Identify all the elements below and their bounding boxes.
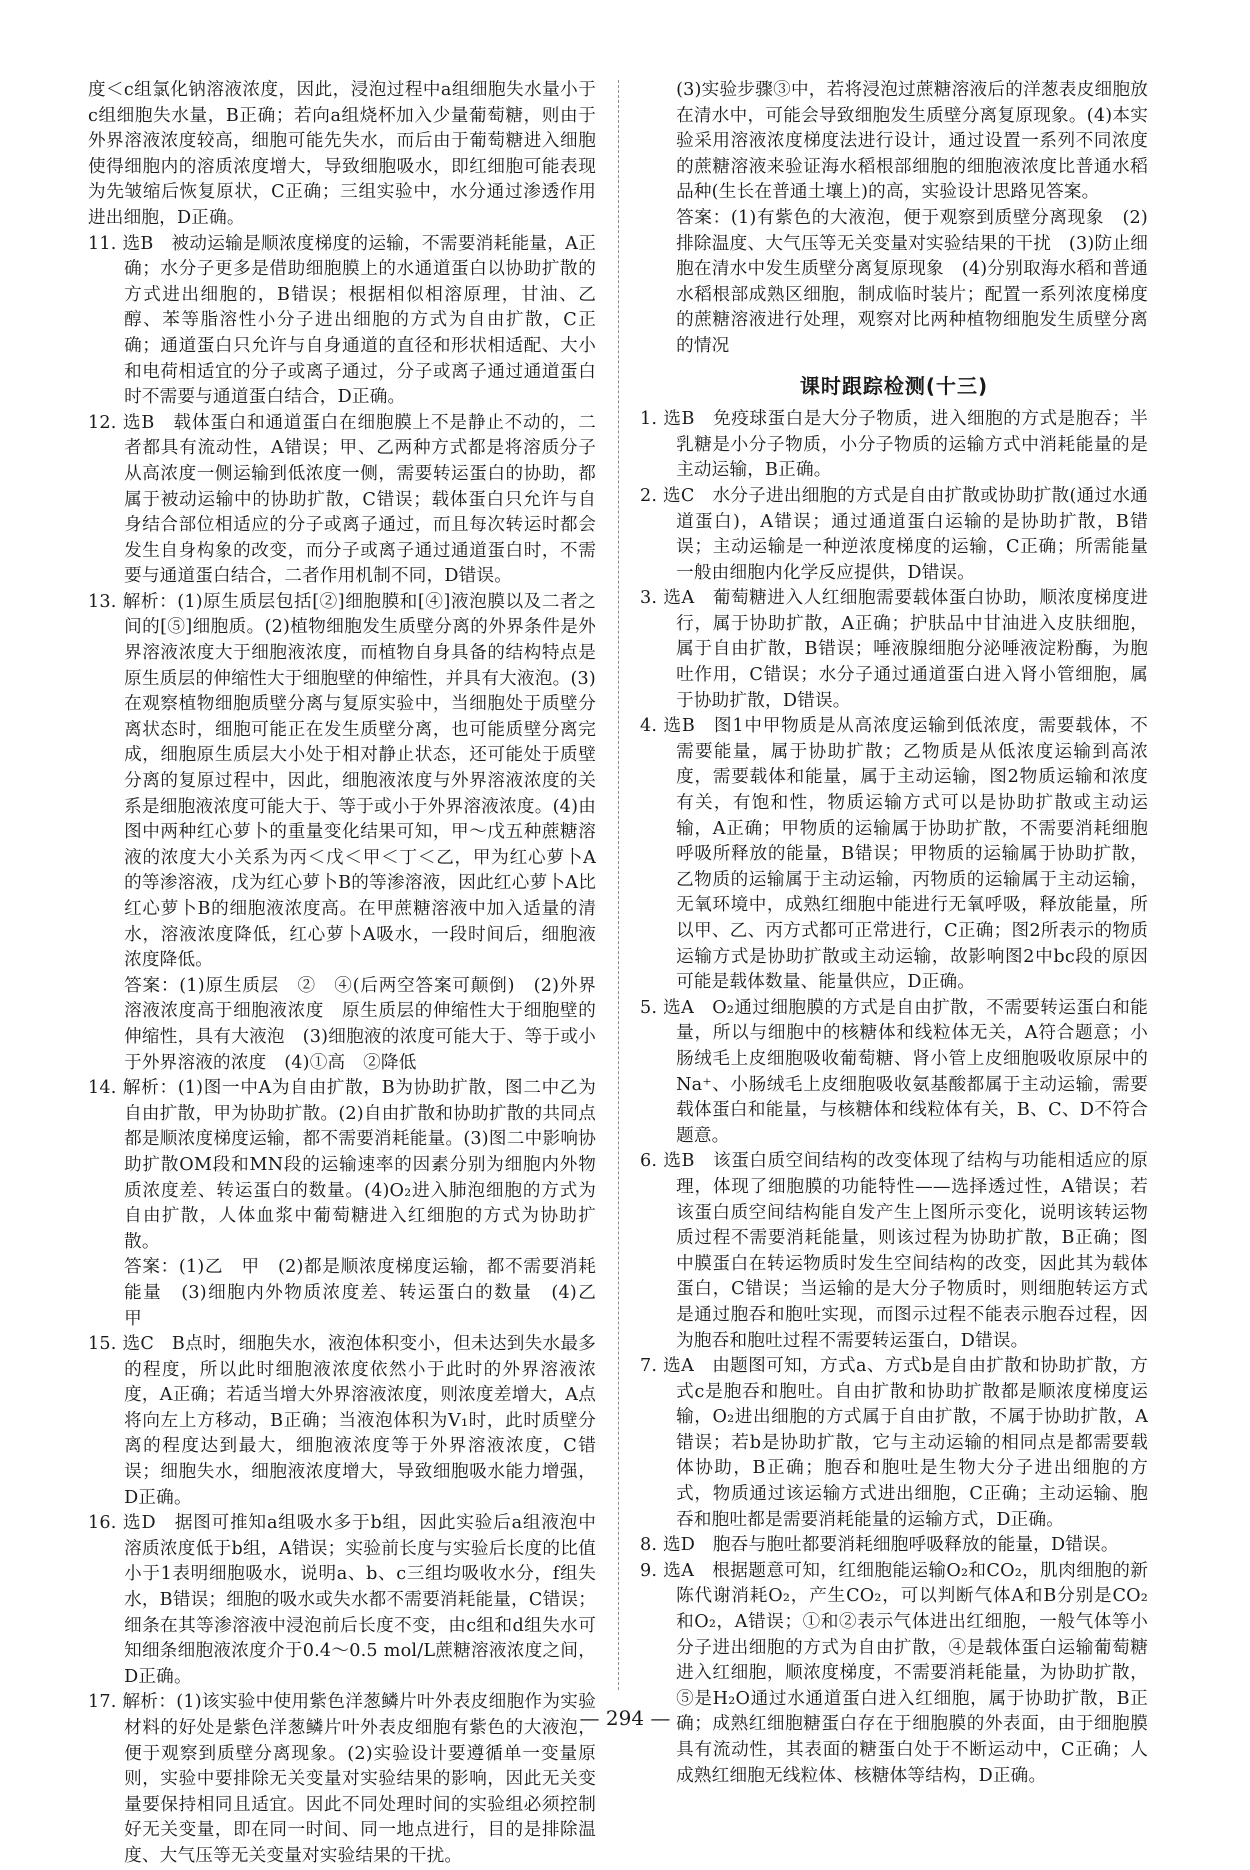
column-divider — [618, 80, 619, 1690]
left-column — [88, 78, 614, 1870]
answer-item-3: 3. 选A 葡萄糖进入人红细胞需要载体蛋白协助，顺浓度梯度进行，属于协助扩散，A正确；护肤品中甘油进入皮肤细胞，属于自由扩散，B错误；唾液腺细胞分泌唾液淀粉酶，为胞吐作用，C错误；水分子通过通道蛋白进入肾小管细胞，属于协助扩散，D错误。 — [640, 588, 1148, 711]
answer-item-9: 9. 选A 根据题意可知，红细胞能运输O₂和CO₂，肌肉细胞的新陈代谢消耗O₂，产生CO₂，可以判断气体A和B分别是CO₂和O₂，A错误；①和②表示气体进出红细胞，一般气体等小分子进出细胞的方式为自由扩散，④是载体蛋白运输葡萄糖进入红细胞，顺浓度梯度，不需要消耗能量，为协助扩散，⑤是H₂O通过水通道蛋白进入红细胞，属于协助扩散，B正确；成熟红细胞糖蛋白存在于细胞膜的外表面，由于细胞膜具有流动性，其表面的糖蛋白处于不断运动中，C正确；人成熟红细胞无线粒体、核糖体等结构，D正确。 — [640, 1560, 1148, 1786]
page-number: — 294 — — [579, 1706, 671, 1730]
answer-item-13: 13. 解析：(1)原生质层包括[②]细胞膜和[④]液泡膜以及二者之间的[⑤]细胞质。(2)植物细胞发生质壁分离的外界条件是外界溶液浓度大于细胞液浓度，而植物自身具备的结构特点是原生质层的伸缩性大于细胞壁的伸缩性，并具有大液泡。(3)在观察植物细胞质壁分离与复原实验中，当细胞处于质壁分离状态时，细胞可能正在发生质壁分离，也可能质壁分离完成，细胞原生质层大小处于相对静止状态，还可能处于质壁分离的复原过程中，因此，细胞液浓度与外界溶液浓度的关系是细胞液浓度可能大于、等于或小于外界溶液浓度。(4)由图中两种红心萝卜的重量变化结果可知，甲～戊五种蔗糖溶液的浓度大小关系为丙＜戊＜甲＜丁＜乙，甲为红心萝卜A的等渗溶液，戊为红心萝卜B的等渗溶液，因此红心萝卜A比红心萝卜B的细胞液浓度高。在甲蔗糖溶液中加入适量的清水，溶液浓度降低，红心萝卜A吸水，一段时间后，细胞液浓度降低。 — [88, 591, 596, 971]
answer-item-2: 2. 选C 水分子进出细胞的方式是自由扩散或协助扩散(通过水通道蛋白)，A错误；通过通道蛋白运输的是协助扩散，B错误；主动运输是一种逆浓度梯度的运输，C正确；所需能量一般由细胞内化学反应提供，D错误。 — [640, 485, 1148, 583]
answer-item-14: 14. 解析：(1)图一中A为自由扩散，B为协助扩散，图二中乙为自由扩散，甲为协助扩散。(2)自由扩散和协助扩散的共同点都是顺浓度梯度运输，都不需要消耗能量。(3)图二中影响协助扩散OM段和MN段的运输速率的因素分别为细胞内外物质浓度差、转运蛋白的数量。(4)O₂进入肺泡细胞的方式为自由扩散，人体血浆中葡萄糖进入红细胞的方式为协助扩散。 — [88, 1078, 596, 1252]
right-column — [640, 78, 1148, 1789]
answer-item-4: 4. 选B 图1中甲物质是从高浓度运输到低浓度，需要载体，不需要能量，属于协助扩散；乙物质是从低浓度运输到高浓度，需要载体和能量，属于主动运输，图2物质运输和浓度有关，有饱和性，物质运输方式可以是协助扩散或主动运输，A正确；甲物质的运输属于协助扩散，不需要消耗细胞呼吸所释放的能量，B错误；甲物质的运输属于协助扩散，乙物质的运输属于主动运输，丙物质的运输属于主动运输，无氧环境中，成熟红细胞中能进行无氧呼吸，释放能量，所以甲、乙、丙方式都可正常进行，C正确；图2所表示的物质运输方式是协助扩散或主动运输，故影响图2中bc段的原因可能是载体数量、能量供应，D正确。 — [640, 716, 1148, 993]
item-17-answer: 答案：(1)有紫色的大液泡，便于观察到质壁分离现象 (2)排除温度、大气压等无关变量对实验结果的干扰 (3)防止细胞在清水中发生质壁分离复原现象 (4)分别取海水稻和普通水稻根部成熟区细胞，制成临时装片；配置一系列浓度梯度的蔗糖溶液进行处理，观察对比两种植物细胞发生质壁分离的情况 — [676, 207, 1148, 356]
left-intro-text: 度＜c组氯化钠溶液浓度，因此，浸泡过程中a组细胞失水量小于c组细胞失水量，B正确；若向a组烧杯加入少量葡萄糖，则由于外界溶液浓度较高，细胞可能先失水，而后由于葡萄糖进入细胞使得细胞内的溶质浓度增大，导致细胞吸水，即红细胞可能表现为先皱缩后恢复原状，C正确；三组实验中，水分通过渗透作用进出细胞，D正确。 — [88, 80, 596, 228]
answer-item-5: 5. 选A O₂通过细胞膜的方式是自由扩散，不需要转运蛋白和能量，所以与细胞中的核糖体和线粒体无关，A符合题意；小肠绒毛上皮细胞吸收葡萄糖、肾小管上皮细胞吸收原尿中的Na⁺、小肠绒毛上皮细胞吸收氨基酸都属于主动运输，需要载体蛋白和能量，与核糖体和线粒体有关，B、C、D不符合题意。 — [640, 997, 1148, 1146]
answer-item-16: 16. 选D 据图可推知a组吸水多于b组，因此实验后a组液泡中溶质浓度低于b组，A错误；实验前长度与实验后长度的比值小于1表明细胞吸水，说明a、b、c三组均吸收水分，f组失水，B错误；细胞的吸水或失水都不需要消耗能量，C错误；细条在其等渗溶液中浸泡前后长度不变，由c组和d组失水可知细条细胞液浓度介于0.4～0.5 mol/L蔗糖溶液浓度之间，D正确。 — [88, 1513, 596, 1687]
answer-item-14-answer: 答案：(1)乙 甲 (2)都是顺浓度梯度运输，都不需要消耗能量 (3)细胞内外物质浓度差、转运蛋白的数量 (4)乙 甲 — [124, 1257, 614, 1329]
answer-item-8: 8. 选D 胞吞与胞吐都要消耗细胞呼吸释放的能量，D错误。 — [640, 1535, 1119, 1556]
answer-item-17: 17. 解析：(1)该实验中使用紫色洋葱鳞片叶外表皮细胞作为实验材料的好处是紫色洋葱鳞片叶外表皮细胞有紫色的大液泡，便于观察到质壁分离现象。(2)实验设计要遵循单一变量原则，实验中要排除无关变量对实验结果的影响，因此无关变量要保持相同且适宜。因此不同处理时间的实验组必须控制好无关变量，即在同一时间、同一地点进行，目的是排除温度、大气压等无关变量对实验结果的干扰。 — [88, 1692, 596, 1866]
answer-item-12: 12. 选B 载体蛋白和通道蛋白在细胞膜上不是静止不动的，二者都具有流动性，A错误；甲、乙两种方式都是将溶质分子从高浓度一侧运输到低浓度一侧，需要转运蛋白的协助，都属于被动运输中的协助扩散，C错误；载体蛋白只允许与自身结合部位相适应的分子或离子通过，而且每次转运时都会发生自身构象的改变，而分子或离子通过通道蛋白时，不需要与通道蛋白结合，二者作用机制不同，D错误。 — [88, 412, 596, 587]
answer-item-7: 7. 选A 由题图可知，方式a、方式b是自由扩散和协助扩散，方式c是胞吞和胞吐。自由扩散和协助扩散都是顺浓度梯度运输，O₂进出细胞的方式属于自由扩散，不属于协助扩散，A错误；若b是协助扩散，它与主动运输的相同点是都需要载体协助，B正确；胞吞和胞吐是生物大分子进出细胞的方式，物质通过该运输方式进出细胞，C正确；主动运输、胞吞和胞吐都是需要消耗能量的运输方式，D正确。 — [640, 1356, 1148, 1530]
section-title: 课时跟踪检测(十三) — [799, 373, 989, 398]
answer-item-13-answer: 答案：(1)原生质层 ② ④(后两空答案可颠倒) (2)外界溶液浓度高于细胞液浓度 原生质层的伸缩性大于细胞壁的伸缩性，具有大液泡 (3)细胞液的浓度可能大于、等于或小于外界溶液的浓度 (4)①高 ②降低 — [124, 975, 596, 1073]
answer-item-1: 1. 选B 免疫球蛋白是大分子物质，进入细胞的方式是胞吞；半乳糖是小分子物质，小分子物质的运输方式中消耗能量的是主动运输，B正确。 — [640, 409, 1148, 481]
answer-item-6: 6. 选B 该蛋白质空间结构的改变体现了结构与功能相适应的原理，体现了细胞膜的功能特性——选择透过性，A错误；若该蛋白质空间结构能自发产生上图所示变化，说明该转运物质过程不需要消耗能量，则该过程为协助扩散，B正确；图中膜蛋白在转运物质时发生空间结构的改变，因此其为载体蛋白，C错误；当运输的是大分子物质时，则细胞转运方式是通过胞吞和胞吐实现，而图示过程不能表示胞吞过程，因为胞吞和胞吐过程不需要转运蛋白，D错误。 — [640, 1151, 1148, 1351]
answer-item-15: 15. 选C B点时，细胞失水，液泡体积变小，但未达到失水最多的程度，所以此时细胞液浓度依然小于此时的外界溶液浓度，A正确；若适当增大外界溶液浓度，则浓度差增大，A点将向左上方移动，B正确；当液泡体积为V₁时，此时质壁分离的程度达到最大，细胞液浓度等于外界溶液浓度，C错误；细胞失水，细胞液浓度增大，导致细胞吸水能力增强，D正确。 — [88, 1334, 596, 1508]
item-17-continuation: (3)实验步骤③中，若将浸泡过蔗糖溶液后的洋葱表皮细胞放在清水中，可能会导致细胞发生质壁分离复原现象。(4)本实验采用溶液浓度梯度法进行设计，通过设置一系列不同浓度的蔗糖溶液来验证海水稻根部细胞的细胞液浓度比普通水稻品种(生长在普通土壤上)的高，实验设计思路见答案。 — [676, 80, 1148, 203]
answer-item-11: 11. 选B 被动运输是顺浓度梯度的运输，不需要消耗能量，A正确；水分子更多是借助细胞膜上的水通道蛋白以协助扩散的方式进出细胞的，B错误；根据相似相溶原理，甘油、乙醇、苯等脂溶性小分子进出细胞的方式为自由扩散，C正确；通道蛋白只允许与自身通道的直径和形状相适配、大小和电荷相适宜的分子或离子通过，分子或离子通过通道蛋白时不需要与通道蛋白结合，D正确。 — [88, 233, 596, 408]
